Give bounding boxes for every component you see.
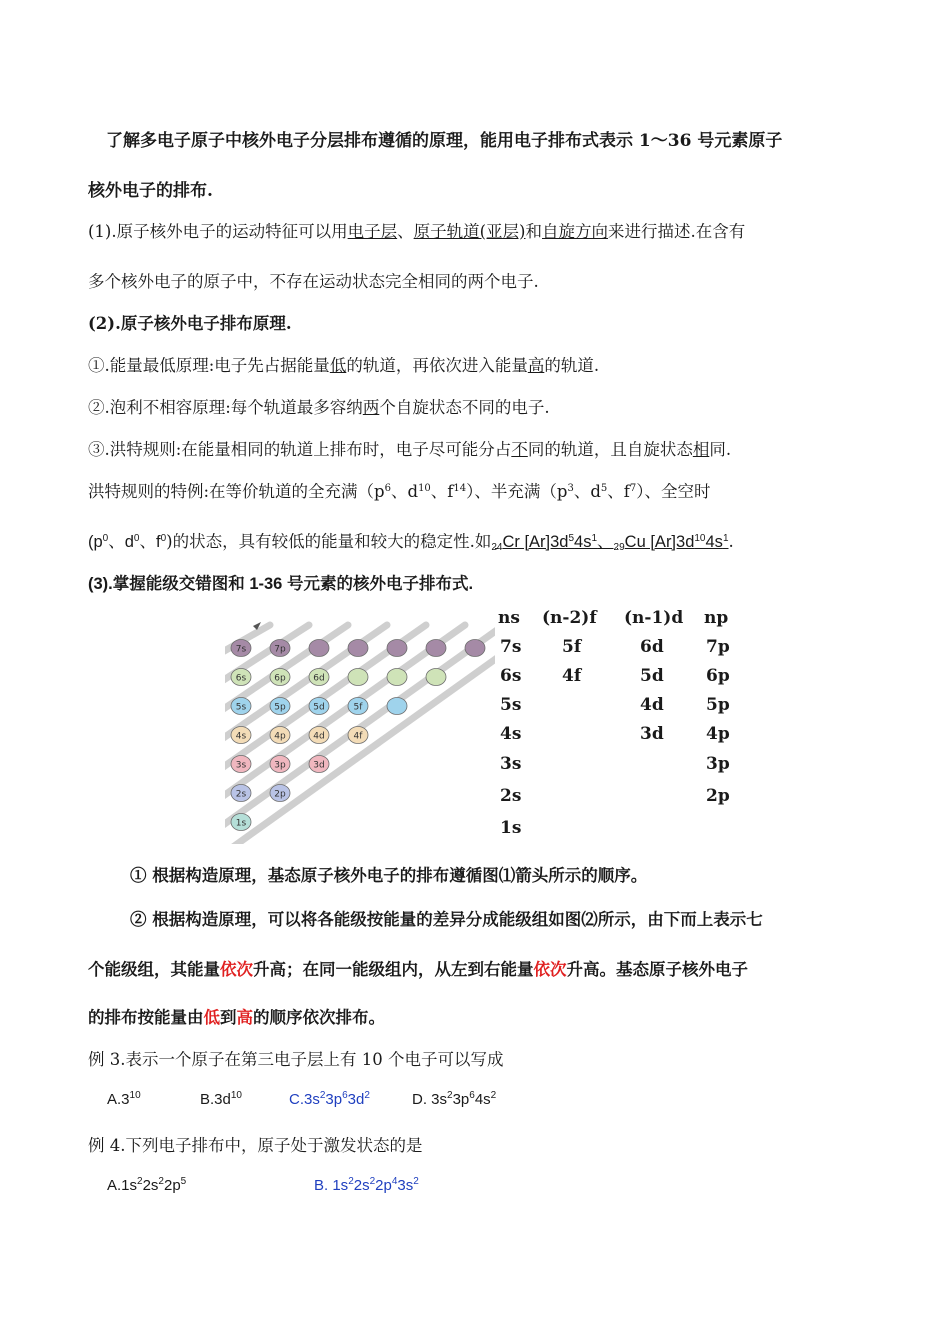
orbital-label: 6d [313,673,325,684]
table-cell: 5f [562,637,582,657]
conclusion-2-line-3: 的排布按能量由低到高的顺序依次排布。 [88,1008,385,1027]
orbital-label: 7p [274,644,286,655]
p2-title: (2).原子核外电子排布原理. [88,314,292,333]
table-header: ns [498,608,520,628]
orbital-circle [426,669,446,686]
table-cell: 5p [706,695,730,715]
p1-line-2: 多个核外电子的原子中，不存在运动状态完全相同的两个电子. [88,272,539,291]
orbital-label: 4d [313,731,325,742]
orbital-circle [348,640,368,657]
orbital-filling-diagram [225,612,495,844]
intro-line-2: 核外电子的排布. [88,181,213,201]
orbital-label: 5s [235,702,247,713]
ex3-option-a[interactable]: $A.3^{10}$ [107,1090,141,1108]
table-cell: 1s [500,818,522,838]
table-cell: 6p [706,666,730,686]
ex3-option-d[interactable]: D. $3s^23p^64s^2$ [412,1090,497,1108]
ex4-option-b[interactable]: B. $1s^22s^22p^43s^2$ [314,1176,419,1194]
orbital-circle [426,640,446,657]
table-cell: 5d [640,666,664,686]
orbital-label: 5p [274,702,286,713]
table-cell: 6s [500,666,522,686]
example-4-question: 例 4.下列电子排布中，原子处于激发状态的是 [88,1136,423,1155]
table-header: np [704,608,729,628]
example-3-question: 例 3.表示一个原子在第三电子层上有 10 个电子可以写成 [88,1050,504,1069]
orbital-label: 6s [235,673,247,684]
orbital-label: 4f [353,731,363,742]
orbital-label: 3p [274,760,286,771]
table-cell: 4s [500,724,522,744]
orbital-label: 4s [235,731,247,742]
table-header: (n-1)d [624,608,684,628]
ex3-option-b[interactable]: $B.3d^{10}$ [200,1090,242,1108]
table-cell: 2s [500,786,522,806]
ex4-option-a[interactable]: $A.1s^22s^22p^5$ [107,1176,187,1194]
intro-line-1: 了解多电子原子中核外电子分层排布遵循的原理，能用电子排布式表示 1～36 号元素原子 [106,131,783,151]
p3-title: (3).掌握能级交错图和 1-36 号元素的核外电子排布式. [88,575,474,593]
orbital-circle [387,640,407,657]
special-line-1: 洪特规则的特例:在等价轨道的全充满（$p^6$、$d^{10}$、$f^{14}$）、半充满（$p^3$、$d^5$、$f^7$）、全空时 [88,482,711,501]
orbital-label: 5d [313,702,325,713]
table-cell: 2p [706,786,730,806]
orbital-label: 3d [313,760,325,771]
orbital-label: 1s [235,818,247,829]
table-cell: 4d [640,695,664,715]
special-line-2: ($p^0$、$d^0$、$f^0$)的状态，具有较低的能量和较大的稳定性.如$_{24}$Cr $[Ar]3d^54s^1$、$_{29}$Cu $[Ar]3d^{10}4s^1$. [88,532,734,553]
table-cell: 3s [500,754,522,774]
table-cell: 6d [640,637,664,657]
orbital-label: 3s [235,760,247,771]
orbital-label: 2p [274,789,286,800]
orbital-label: 2s [235,789,247,800]
orbital-circle [309,640,329,657]
p1-line-1: (1).原子核外电子的运动特征可以用电子层、原子轨道(亚层)和自旋方向来进行描述.在含有 [88,222,746,241]
table-cell: 7p [706,637,730,657]
orbital-circle [348,669,368,686]
table-cell: 4p [706,724,730,744]
conclusion-2-line-2: 个能级组，其能量依次升高；在同一能级组内，从左到右能量依次升高。基态原子核外电子 [88,960,748,979]
table-cell: 7s [500,637,522,657]
rule-1: ①.能量最低原理:电子先占据能量低的轨道，再依次进入能量高的轨道. [88,356,600,375]
orbital-circle [387,698,407,715]
conclusion-1: ① 根据构造原理，基态原子核外电子的排布遵循图⑴箭头所示的顺序。 [130,866,648,885]
table-cell: 3d [640,724,664,744]
orbital-label: 5f [353,702,363,713]
table-cell: 5s [500,695,522,715]
table-cell: 3p [706,754,730,774]
orbital-circle [465,640,485,657]
table-cell: 4f [562,666,582,686]
rule-3: ③.洪特规则:在能量相同的轨道上排布时，电子尽可能分占不同的轨道，且自旋状态相同. [88,440,732,459]
orbital-label: 7s [235,644,247,655]
ex3-option-c[interactable]: $C.3s^23p^63d^2$ [289,1090,370,1108]
rule-2: ②.泡利不相容原理:每个轨道最多容纳两个自旋状态不同的电子. [88,398,550,417]
orbital-circle [387,669,407,686]
table-header: (n-2)f [542,608,597,628]
conclusion-2-line-1: ② 根据构造原理，可以将各能级按能量的差异分成能级组如图⑵所示，由下而上表示七 [130,910,763,929]
orbital-label: 4p [274,731,286,742]
orbital-label: 6p [274,673,286,684]
